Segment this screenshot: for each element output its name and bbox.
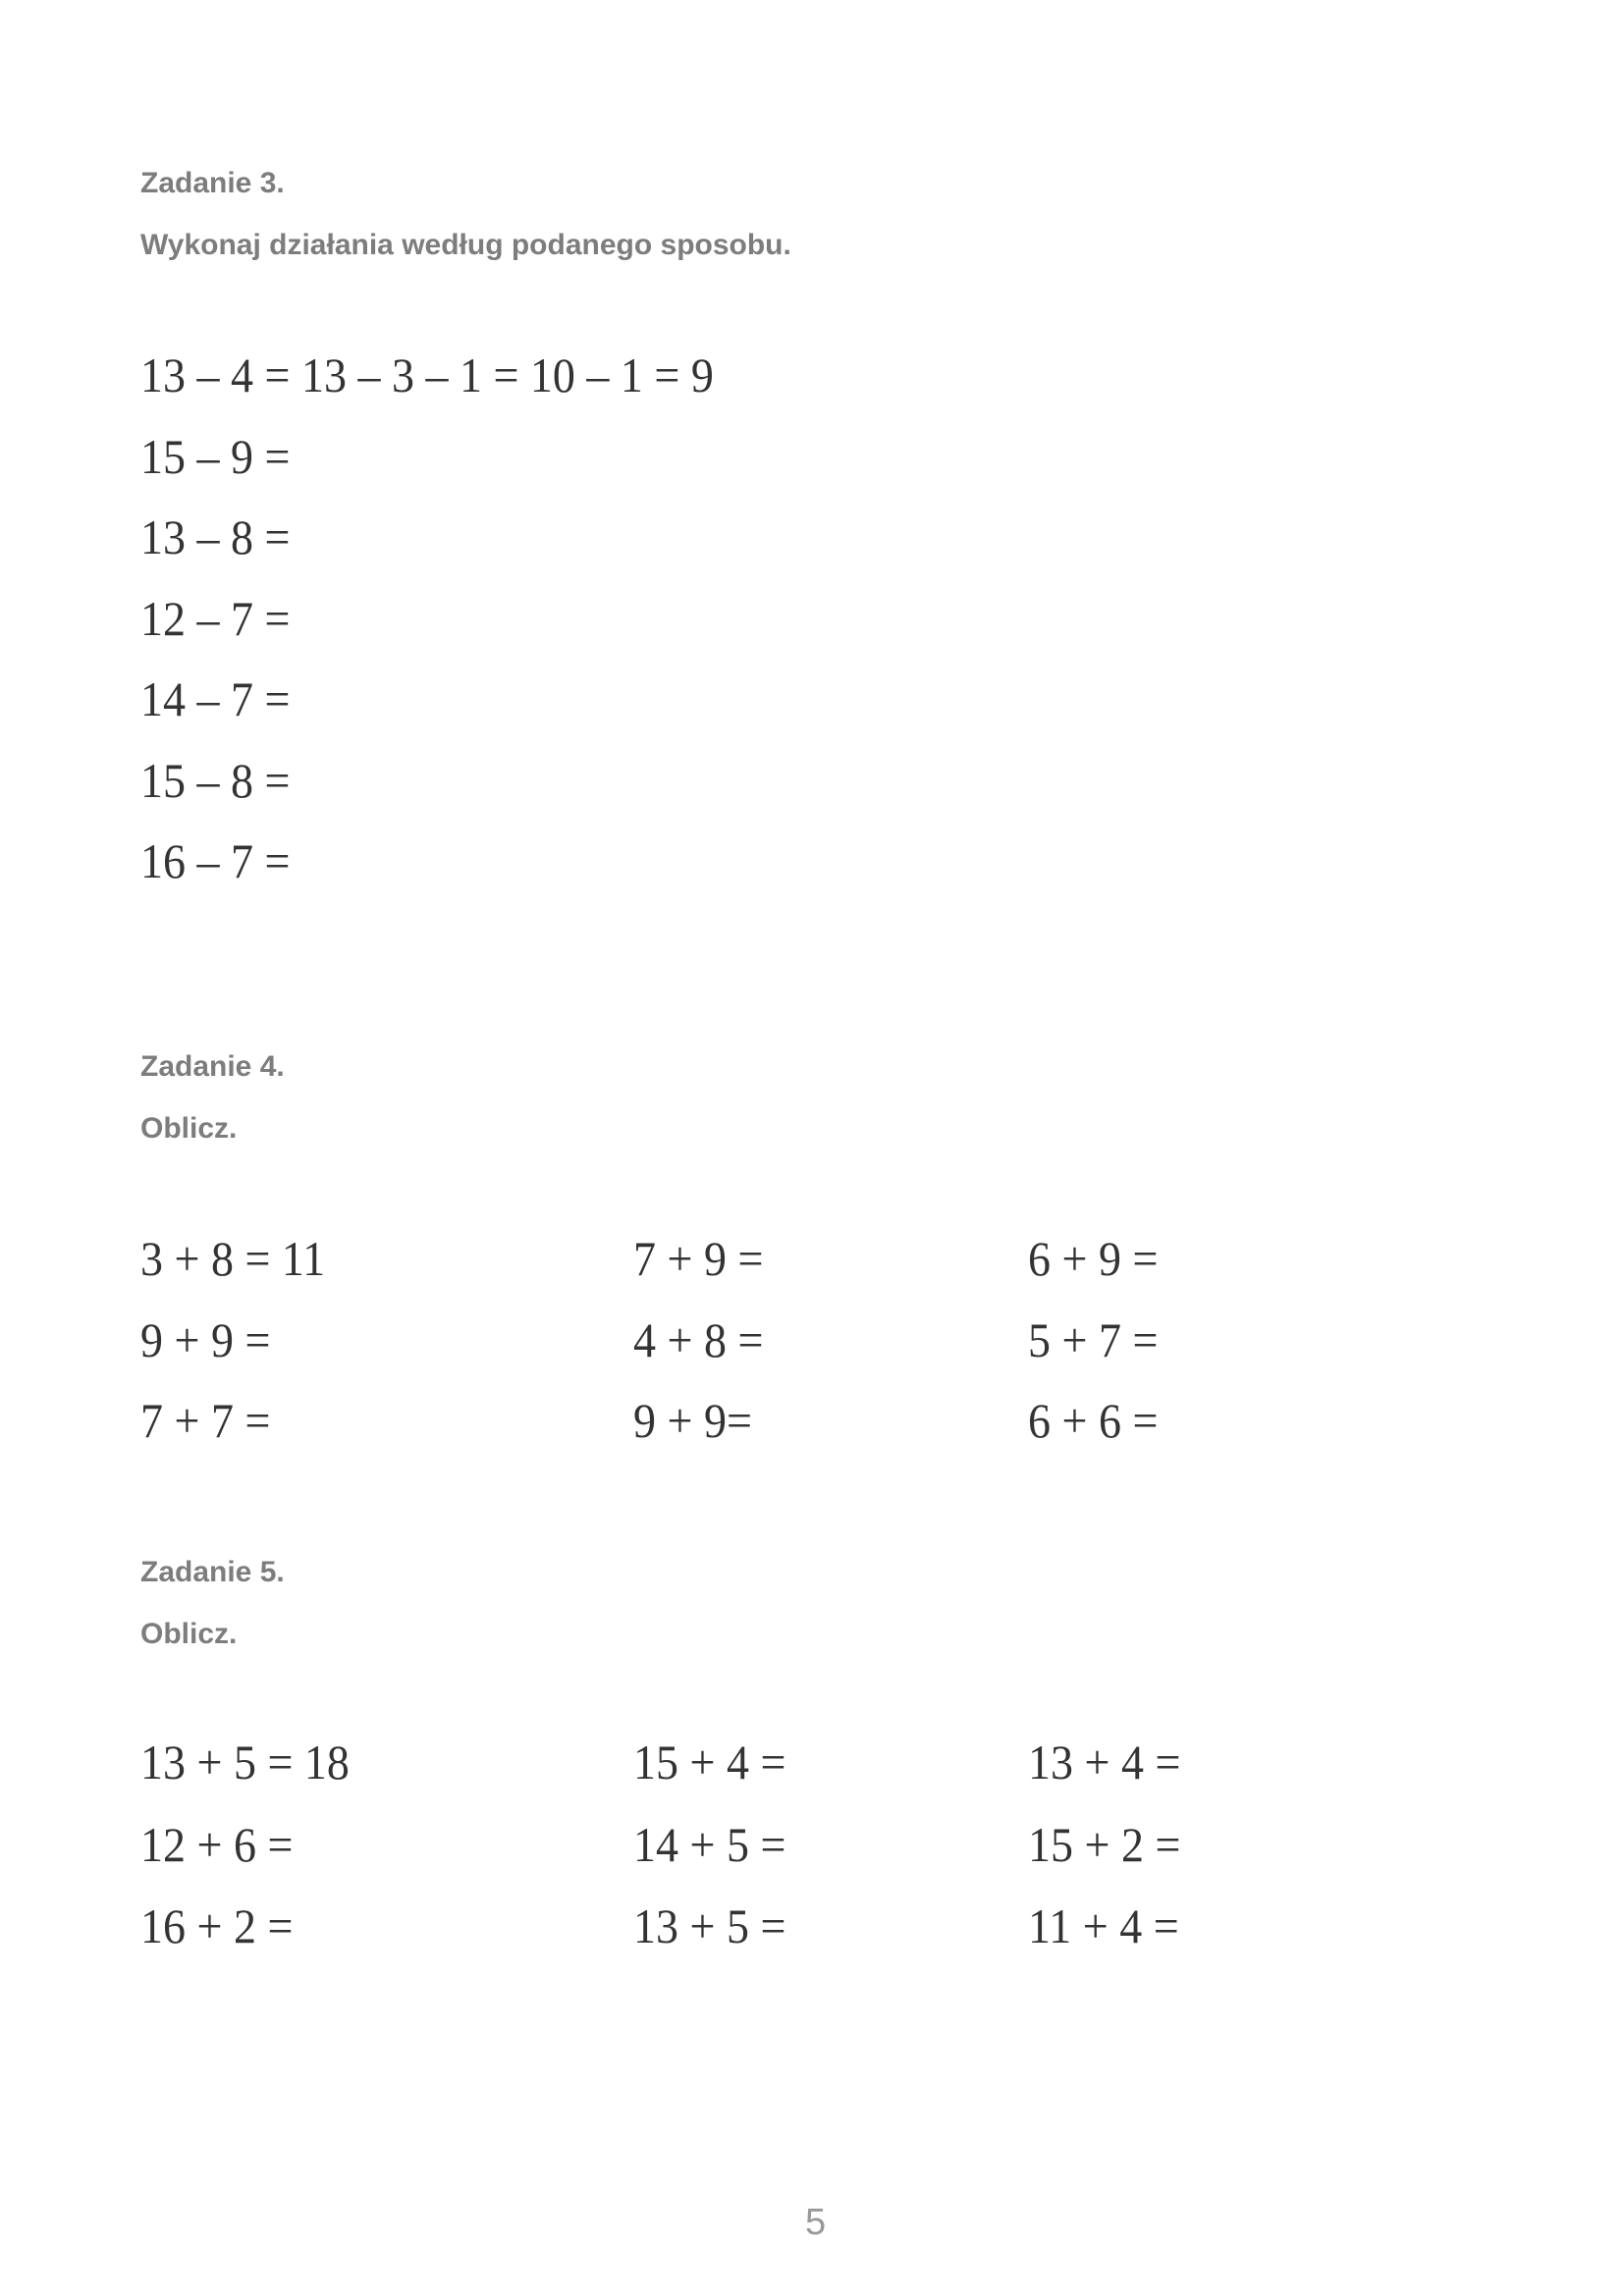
- exercise: 7 + 9 =: [633, 1231, 764, 1286]
- exercise: 6 + 6 =: [1028, 1393, 1159, 1448]
- exercise: 4 + 8 =: [633, 1311, 764, 1367]
- exercise: 16 – 7 =: [140, 833, 291, 888]
- task4-instruction: Oblicz.: [140, 1112, 238, 1145]
- exercise: 7 + 7 =: [140, 1393, 271, 1448]
- exercise: 15 + 2 =: [1028, 1816, 1181, 1872]
- exercise: 14 – 7 =: [140, 671, 291, 726]
- exercise: 13 + 4 =: [1028, 1735, 1181, 1789]
- exercise: 3 + 8 = 11: [140, 1231, 326, 1286]
- task3-title: Zadanie 3.: [140, 167, 285, 199]
- exercise: 6 + 9 =: [1028, 1231, 1159, 1286]
- exercise: 11 + 4 =: [1028, 1898, 1179, 1953]
- exercise: 15 + 4 =: [633, 1735, 786, 1789]
- exercise: 15 – 9 =: [140, 428, 291, 484]
- task5-instruction: Oblicz.: [140, 1618, 238, 1650]
- exercise: 16 + 2 =: [140, 1898, 294, 1953]
- task5-title: Zadanie 5.: [140, 1556, 285, 1588]
- exercise: 12 + 6 =: [140, 1816, 294, 1872]
- exercise: 13 – 8 =: [140, 509, 291, 564]
- exercise: 14 + 5 =: [633, 1816, 786, 1872]
- task3-instruction: Wykonaj działania według podanego sposobu.: [140, 229, 791, 261]
- exercise: 9 + 9=: [633, 1393, 752, 1448]
- task4-title: Zadanie 4.: [140, 1050, 285, 1083]
- exercise: 13 – 4 = 13 – 3 – 1 = 10 – 1 = 9: [140, 347, 714, 402]
- exercise: 13 + 5 =: [633, 1898, 786, 1953]
- exercise: 13 + 5 = 18: [140, 1735, 350, 1789]
- page-number: 5: [805, 2202, 827, 2243]
- exercise: 15 – 8 =: [140, 752, 291, 808]
- exercise: 12 – 7 =: [140, 590, 291, 646]
- exercise: 9 + 9 =: [140, 1311, 271, 1367]
- exercise: 5 + 7 =: [1028, 1311, 1159, 1367]
